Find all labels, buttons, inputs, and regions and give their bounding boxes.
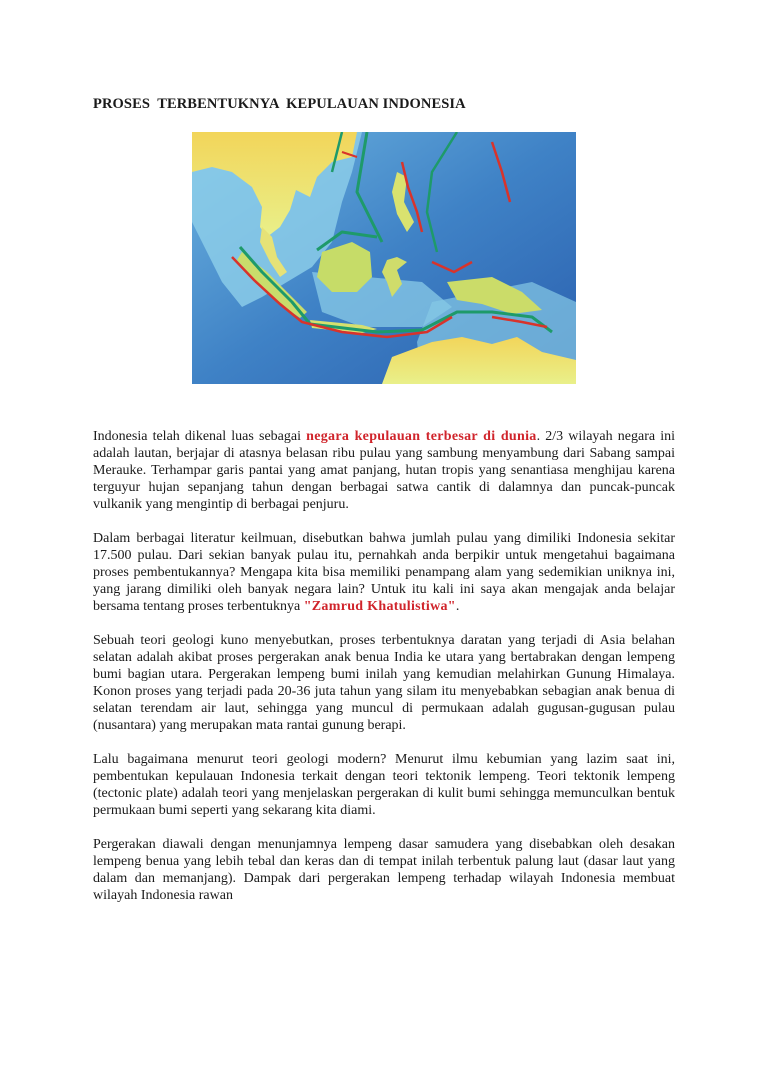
paragraph-ancient-theory: Sebuah teori geologi kuno menyebutkan, proses terbentuknya daratan yang terjadi di Asia belahan selatan adalah akibat proses pergerakan anak benua India ke utara yang bertabrakan dengan lempeng bumi bagian utara. Pergerakan lempeng bumi inilah yang kemudian melahirkan Gunung Himalaya. Konon proses yang terjadi pada 20-36 juta tahun yang silam itu menyebabkan sebagian anak benua di selatan terendam air laut, sehingga yang muncul di permukaan adalah gugusan-gugusan pulau (nusantara) yang merupakan mata rantai gunung berapi. (93, 633, 675, 733)
paragraph-literature-text-start: Dalam berbagai literatur keilmuan, disebutkan bahwa jumlah pulau yang dimiliki Indonesia sekitar 17.500 pulau. Dari sekian banyak pulau itu, pernahkah anda berpikir untuk mengetahui bagaimana proses pembentukannya? Mengapa kita bisa memiliki penampang alam yang sedemikian uniknya ini, yang jarang dimiliki oleh banyak negara lain? Untuk itu kali ini saya akan mengajak anda belajar bersama tentang proses terbentuknya (93, 531, 675, 614)
paragraph-literature-text-end: . (455, 599, 460, 614)
tectonic-map-image (192, 132, 576, 384)
paragraph-intro-text-end: . 2/3 wilayah negara ini adalah lautan, berjajar di atasnya belasan ribu pulau yang sambung menyambung dari Sabang sampai Merauke. Terhampar garis pantai yang amat panjang, hutan tropis yang senantiasa menghijau karena terguyur hujan sepanjang tahun dengan berbagai satwa cantik di dalamnya dan puncak-puncak vulkanik yang mengintip di berbagai penjuru. (93, 429, 676, 512)
document-title: PROSES TERBENTUKNYA KEPULAUAN INDONESIA (93, 96, 466, 112)
tectonic-map-graphic (192, 132, 576, 384)
paragraph-modern-theory: Lalu bagaimana menurut teori geologi modern? Menurut ilmu kebumian yang lazim saat ini, pembentukan kepulauan Indonesia terkait dengan teori tektonik lempeng. Teori tektonik lempeng (tectonic plate) adalah teori yang menjelaskan pergerakan di kulit bumi sehingga memunculkan bentuk permukaan bumi seperti yang sekarang kita diami. (93, 752, 675, 818)
article-body (93, 428, 675, 921)
highlight-largest-archipelago: negara kepulauan terbesar di dunia (306, 429, 537, 444)
paragraph-intro (93, 428, 675, 513)
paragraph-literature (93, 530, 675, 615)
paragraph-intro-text-start: Indonesia telah dikenal luas sebagai (93, 429, 307, 444)
paragraph-plate-movement: Pergerakan diawali dengan menunjamnya lempeng dasar samudera yang disebabkan oleh desakan lempeng benua yang lebih tebal dan keras dan di tempat inilah terbentuk palung laut (dasar laut yang dalam dan memanjang). Dampak dari pergerakan lempeng terhadap wilayah Indonesia membuat wilayah Indonesia rawan (93, 837, 675, 903)
highlight-zamrud-khatulistiwa: "Zamrud Khatulistiwa" (303, 599, 456, 614)
